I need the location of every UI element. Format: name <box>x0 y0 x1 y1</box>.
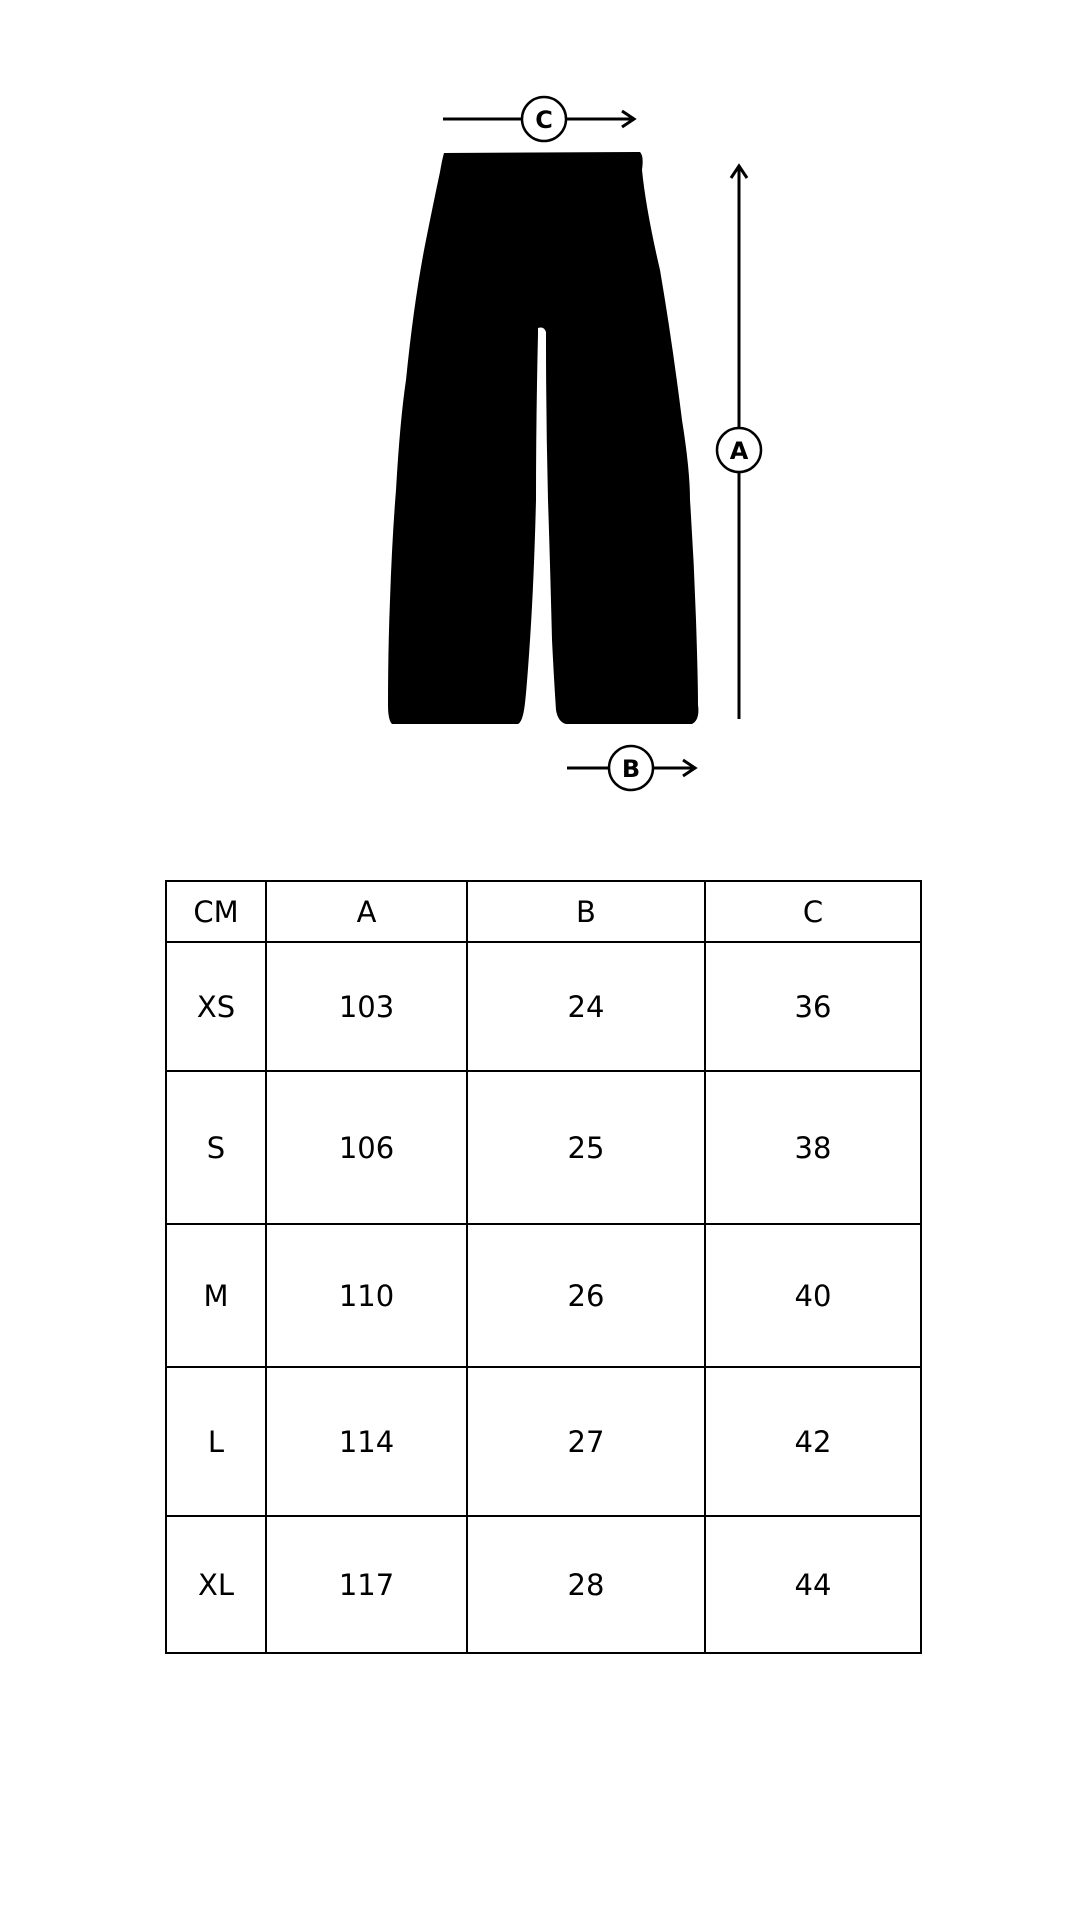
size-cell: XL <box>166 1516 266 1653</box>
badge-c-label: C <box>535 106 553 134</box>
c-cell: 40 <box>705 1224 921 1367</box>
b-cell: 28 <box>467 1516 705 1653</box>
header-b: B <box>467 881 705 942</box>
trousers-measurement-diagram <box>0 0 1080 820</box>
measure-a-arrow <box>717 166 761 719</box>
b-cell: 25 <box>467 1071 705 1224</box>
c-cell: 36 <box>705 942 921 1071</box>
size-cell: L <box>166 1367 266 1516</box>
c-cell: 44 <box>705 1516 921 1653</box>
size-chart-table <box>165 880 922 1654</box>
size-cell: S <box>166 1071 266 1224</box>
c-cell: 42 <box>705 1367 921 1516</box>
a-cell: 106 <box>266 1071 467 1224</box>
header-a: A <box>266 881 467 942</box>
table-row <box>166 1071 921 1224</box>
table-header-row <box>166 881 921 942</box>
measure-c-arrow <box>443 97 634 141</box>
measure-b-arrow <box>567 746 695 790</box>
a-cell: 117 <box>266 1516 467 1653</box>
trousers-silhouette <box>388 152 698 724</box>
header-c: C <box>705 881 921 942</box>
badge-b-label: B <box>621 755 641 783</box>
b-cell: 24 <box>467 942 705 1071</box>
table-row <box>166 1224 921 1367</box>
table-row <box>166 1516 921 1653</box>
size-cell: M <box>166 1224 266 1367</box>
b-cell: 26 <box>467 1224 705 1367</box>
badge-a-label: A <box>729 437 749 465</box>
a-cell: 114 <box>266 1367 467 1516</box>
b-cell: 27 <box>467 1367 705 1516</box>
a-cell: 103 <box>266 942 467 1071</box>
table-row <box>166 942 921 1071</box>
a-cell: 110 <box>266 1224 467 1367</box>
size-cell: XS <box>166 942 266 1071</box>
header-unit: CM <box>166 881 266 942</box>
c-cell: 38 <box>705 1071 921 1224</box>
table-row <box>166 1367 921 1516</box>
